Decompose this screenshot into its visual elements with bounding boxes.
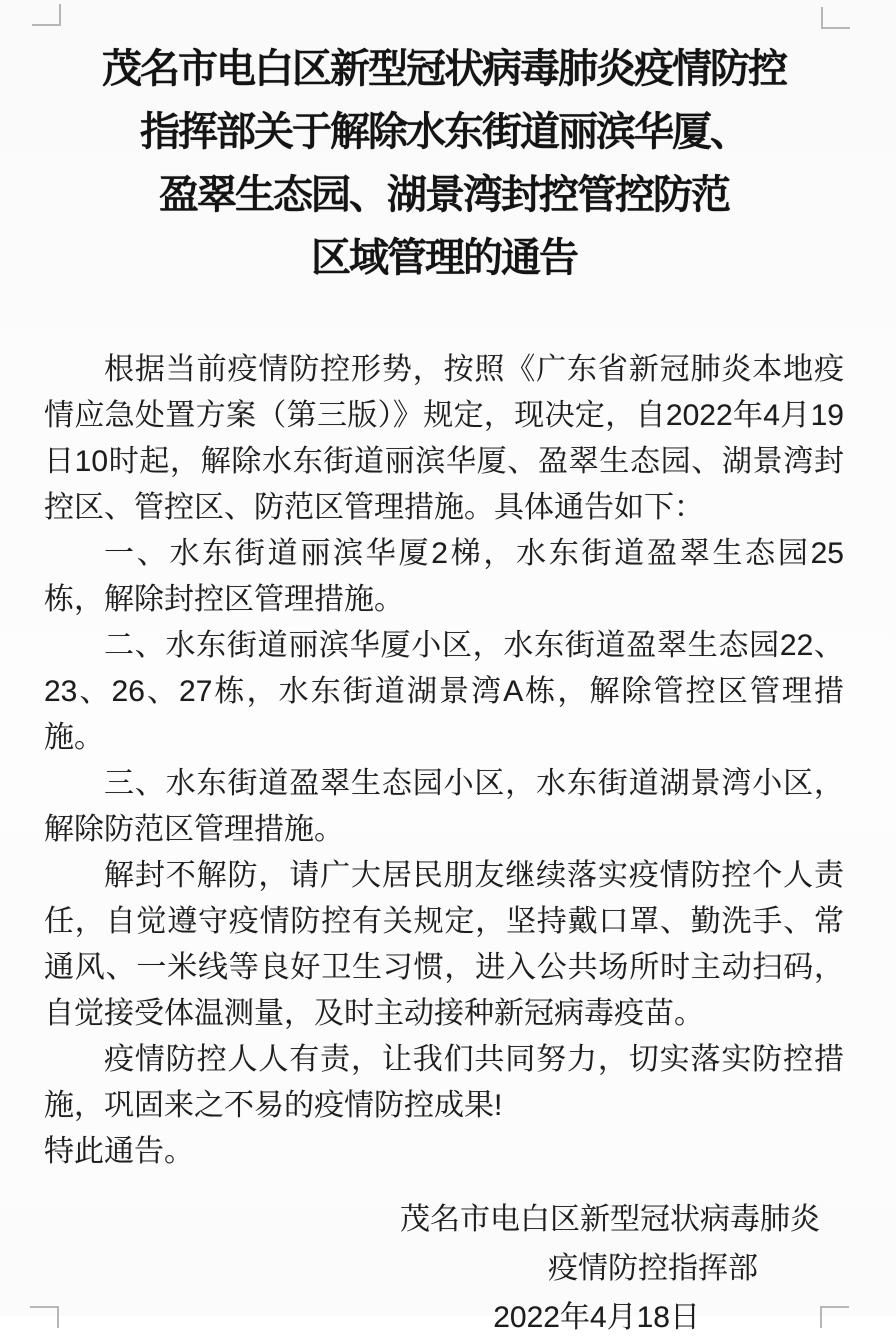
paragraph-closing: 特此通告。	[44, 1135, 194, 1168]
paragraph-item-2: 二、水东街道丽滨华厦小区，水东街道盈翠生态园22、23、26、27栋，水东街道湖景湾A栋，解除管控区管理措施。	[44, 629, 844, 754]
paragraph-item-3: 三、水东街道盈翠生态园小区，水东街道湖景湾小区，解除防范区管理措施。	[44, 767, 844, 846]
paragraph-intro: 根据当前疫情防控形势，按照《广东省新冠肺炎本地疫情应急处置方案（第三版）》规定，现决定，自2022年4月19日10时起，解除水东街道丽滨华厦、盈翠生态园、湖景湾封控区、管控区、防范区管理措施。具体通告如下：	[44, 353, 844, 524]
notice-body	[44, 347, 844, 1175]
corner-mark-top-right	[821, 7, 850, 29]
paragraph-advice: 解封不解防，请广大居民朋友继续落实疫情防控个人责任，自觉遵守疫情防控有关规定，坚持戴口罩、勤洗手、常通风、一米线等良好卫生习惯，进入公共场所时主动扫码，自觉接受体温测量，及时主动接种新冠病毒疫苗。	[44, 859, 844, 1030]
paragraph-item-1: 一、水东街道丽滨华厦2梯，水东街道盈翠生态园25栋，解除封控区管理措施。	[44, 537, 844, 616]
signature-block	[44, 1195, 844, 1342]
title-line-3: 盈翠生态园、湖景湾封控管控防范	[159, 173, 729, 217]
corner-mark-bottom-left	[30, 1306, 59, 1328]
corner-mark-bottom-right	[820, 1306, 849, 1328]
title-line-1: 茂名市电白区新型冠状病毒肺炎疫情防控	[102, 47, 786, 91]
signature-org-line-1: 茂名市电白区新型冠状病毒肺炎	[400, 1203, 820, 1236]
title-line-2: 指挥部关于解除水东街道丽滨华厦、	[140, 110, 748, 154]
corner-mark-top-left	[32, 4, 61, 26]
notice-title	[44, 38, 844, 290]
signature-org-line-2: 疫情防控指挥部	[548, 1252, 758, 1285]
paragraph-appeal: 疫情防控人人有责，让我们共同努力，切实落实防控措施，巩固来之不易的疫情防控成果!	[44, 1043, 844, 1122]
title-line-4: 区域管理的通告	[311, 236, 577, 280]
signature-date: 2022年4月18日	[493, 1301, 700, 1334]
